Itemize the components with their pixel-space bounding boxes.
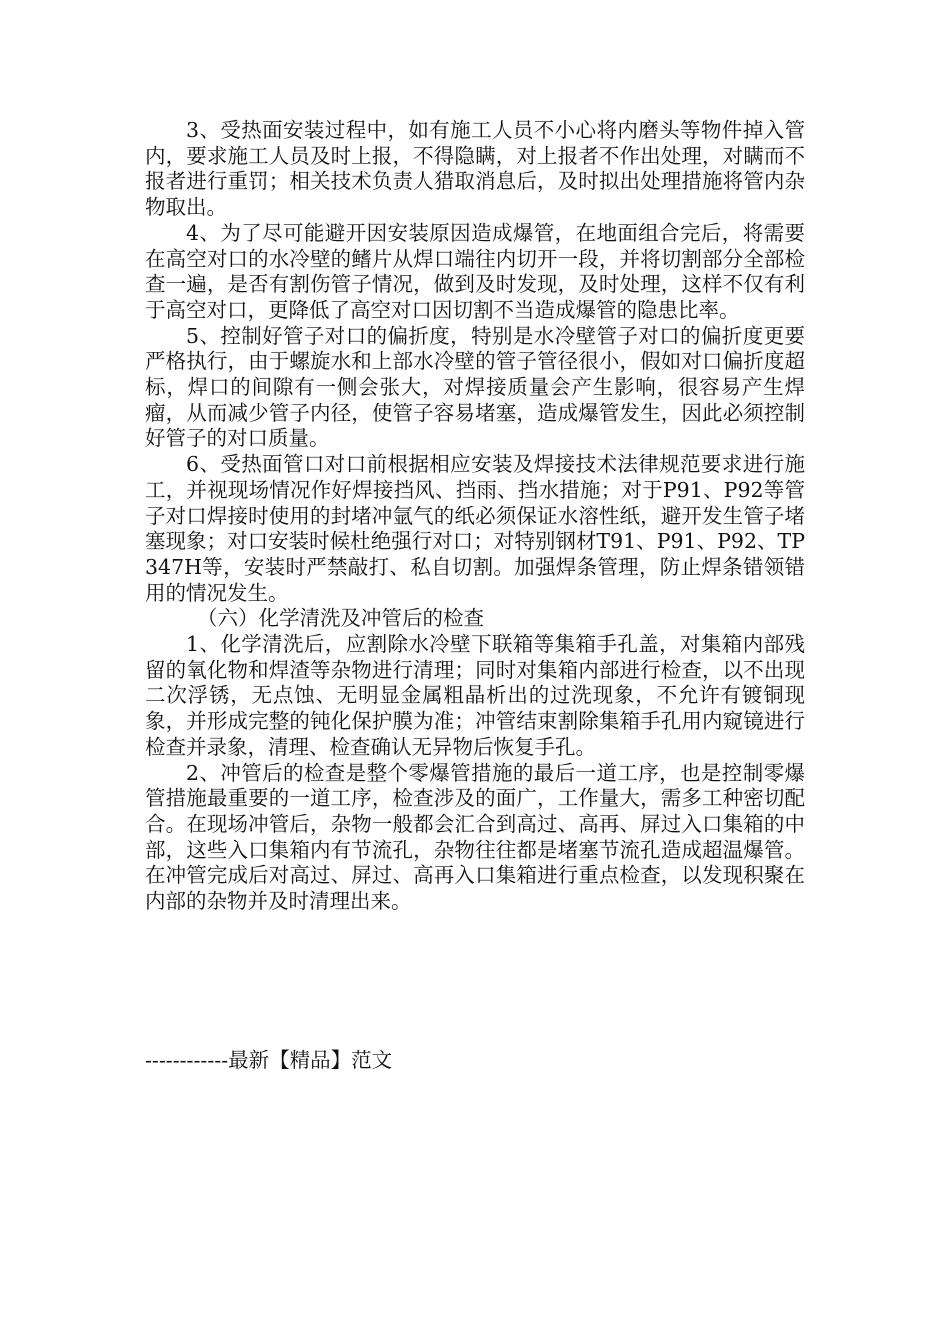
paragraph-item-2: 2、冲管后的检查是整个零爆管措施的最后一道工序，也是控制零爆管措施最重要的一道工序，检查涉及的面广，工作量大，需多工种密切配合。在现场冲管后，杂物一般都会汇合到高过、高再、屏过入口集箱的中部，这些入口集箱内有节流孔，杂物往往都是堵塞节流孔造成超温爆管。在冲管完成后对高过、屏过、高再入口集箱进行重点检查，以发现积聚在内部的杂物并及时清理出来。 xyxy=(145,760,805,914)
section-heading: （六）化学清洗及冲管后的检查 xyxy=(197,606,484,631)
document-body xyxy=(145,118,805,915)
paragraph-item-4: 4、为了尽可能避开因安装原因造成爆管，在地面组合完后，将需要在高空对口的水冷壁的鳍片从焊口端往内切开一段，并将切割部分全部检查一遍，是否有割伤管子情况，做到及时发现，及时处理，这样不仅有利于高空对口，更降低了高空对口因切割不当造成爆管的隐患比率。 xyxy=(145,220,805,322)
paragraph-item-1: 1、化学清洗后，应割除水冷壁下联箱等集箱手孔盖，对集箱内部残留的氧化物和焊渣等杂物进行清理；同时对集箱内部进行检查，以不出现二次浮锈，无点蚀、无明显金属粗晶析出的过洗现象，不允许有镀铜现象，并形成完整的钝化保护膜为准；冲管结束割除集箱手孔用内窥镜进行检查并录象，清理、检查确认无异物后恢复手孔。 xyxy=(145,632,805,759)
page-footer: ------------最新【精品】范文 xyxy=(145,1048,393,1072)
paragraph-item-5: 5、控制好管子对口的偏折度，特别是水冷壁管子对口的偏折度更要严格执行，由于螺旋水和上部水冷壁的管子管径很小，假如对口偏折度超标，焊口的间隙有一侧会张大，对焊接质量会产生影响，很容易产生焊瘤，从而减少管子内径，使管子容易堵塞，造成爆管发生，因此必须控制好管子的对口质量。 xyxy=(145,323,805,451)
paragraph-item-3: 3、受热面安装过程中，如有施工人员不小心将内磨头等物件掉入管内，要求施工人员及时上报，不得隐瞒，对上报者不作出处理，对瞒而不报者进行重罚；相关技术负责人猎取消息后，及时拟出处理措施将管内杂物取出。 xyxy=(145,118,805,220)
paragraph-item-6: 6、受热面管口对口前根据相应安装及焊接技术法律规范要求进行施工，并视现场情况作好焊接挡风、挡雨、挡水措施；对于P91、P92等管子对口焊接时使用的封堵冲氩气的纸必须保证水溶性纸，避开发生管子堵塞现象；对口安装时候杜绝强行对口；对特别钢材T91、P91、P92、TP347H等，安装时严禁敲打、私自切割。加强焊条管理，防止焊条错领错用的情况发生。 xyxy=(145,452,805,605)
